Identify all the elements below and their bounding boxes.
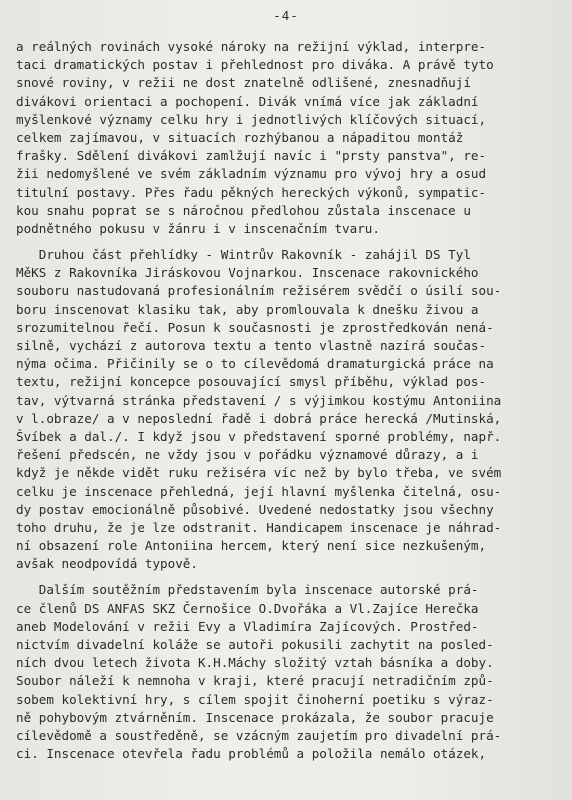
text-line: titulní postavy. Přes řadu pěkných hereckých výkonů, sympatic- bbox=[16, 184, 487, 200]
body-text bbox=[16, 38, 536, 763]
text-line: žii nedomyšlené ve svém základním významu pro vývoj hry a osud bbox=[16, 166, 487, 182]
text-line: nictvím divadelní koláže se autoři pokusili zachytit na posled- bbox=[16, 637, 494, 652]
text-line: ně pohybovým ztvárněním. Inscenace prokázala, že soubor pracuje bbox=[16, 709, 494, 725]
text-line: tav, výtvarná stránka představení / s výjimkou kostýmu Antoniina bbox=[16, 392, 502, 408]
text-line: podnětného pokusu v žánru i v inscenačním tvaru. bbox=[16, 220, 380, 236]
paragraph bbox=[16, 246, 536, 573]
paragraph bbox=[16, 38, 536, 238]
text-line: celku je inscenace přehledná, její hlavní myšlenka čitelná, osu- bbox=[16, 483, 502, 499]
text-line: nýma očima. Přičinily se o to cílevědomá dramaturgická práce na bbox=[16, 356, 494, 372]
text-line: avšak neodpovídá typově. bbox=[16, 556, 198, 572]
paragraph-gap bbox=[16, 238, 536, 246]
text-line: Druhou část přehlídky - Wintrův Rakovník - zahájil DS Tyl bbox=[16, 247, 471, 263]
text-line: MěKS z Rakovníka Jiráskovou Vojnarkou. Inscenace rakovnického bbox=[16, 265, 479, 281]
text-line: aneb Modelování v režii Evy a Vladimíra Zajícových. Prostřed- bbox=[16, 618, 479, 634]
text-line: celkem zajímavou, v situacích rozhýbanou a nápaditou montáž bbox=[16, 129, 464, 145]
paragraph-gap bbox=[16, 573, 536, 581]
text-line: řešení předscén, ne vždy jsou v pořádku významové důrazy, a i bbox=[16, 447, 479, 463]
text-line: dy postav emocionálně působivé. Uvedené nedostatky jsou všechny bbox=[16, 501, 494, 517]
text-line: kou snahu poprat se s náročnou předlohou zůstala inscenace u bbox=[16, 202, 471, 218]
text-line: když je někde vidět ruku režiséra víc než by bylo třeba, ve svém bbox=[16, 465, 502, 481]
page-number: -4- bbox=[273, 8, 299, 23]
text-line: Švíbek a dal./. I když jsou v představení sporné problémy, např. bbox=[16, 428, 502, 444]
text-line: souboru nastudovaná profesionálním režisérem svědčí o úsilí sou- bbox=[16, 283, 502, 299]
paragraph bbox=[16, 581, 536, 763]
text-line: Soubor náleží k nemnoha v kraji, které pracují netradičním způ- bbox=[16, 673, 494, 689]
text-line: ní obsazení role Antoniina hercem, který není sice nezkušeným, bbox=[16, 538, 487, 554]
text-line: textu, režijní koncepce posouvající smysl příběhu, výklad pos- bbox=[16, 374, 487, 390]
text-line: snové roviny, v režii ne dost znatelně odlišené, znesnadňují bbox=[16, 75, 471, 91]
text-line: ních dvou letech života K.H.Máchy složitý vztah básníka a doby. bbox=[16, 655, 494, 671]
text-line: Dalším soutěžním představením byla inscenace autorské prá- bbox=[16, 582, 479, 598]
text-line: boru inscenovat klasiku tak, aby promlouvala k dnešku živou a bbox=[16, 301, 479, 317]
text-line: frašky. Sdělení divákovi zamlžují navíc i "prsty panstva", re- bbox=[16, 148, 487, 164]
text-line: myšlenkové významy celku hry i jednotlivých klíčových situací, bbox=[16, 111, 487, 127]
text-line: taci dramatických postav i přehlednost pro diváka. A právě tyto bbox=[16, 57, 494, 73]
text-line: ce členů DS ANFAS SKZ Černošice O.Dvořáka a Vl.Zajíce Herečka bbox=[16, 600, 479, 616]
text-line: a reálných rovinách vysoké nároky na režijní výklad, interpre- bbox=[16, 39, 487, 54]
text-line: sobem kolektivní hry, s cílem spojit činoherní poetiku s výraz- bbox=[16, 691, 494, 707]
text-line: silně, vychází z autorova textu a tento vlastně nazírá součas- bbox=[16, 338, 487, 353]
text-line: v l.obraze/ a v neposlední řadě i dobrá práce herecká /Mutinská, bbox=[16, 410, 502, 426]
text-line: srozumitelnou řečí. Posun k současnosti je zprostředkován nená- bbox=[16, 319, 494, 335]
text-line: cílevědomě a soustředěně, se vzácným zaujetím pro divadelní prá- bbox=[16, 727, 502, 743]
text-line: toho druhu, že je lze odstranit. Handicapem inscenace je náhrad- bbox=[16, 519, 502, 535]
text-line: ci. Inscenace otevřela řadu problémů a položila nemálo otázek, bbox=[16, 746, 487, 762]
text-line: divákovi orientaci a pochopení. Divák vnímá více jak základní bbox=[16, 93, 479, 109]
